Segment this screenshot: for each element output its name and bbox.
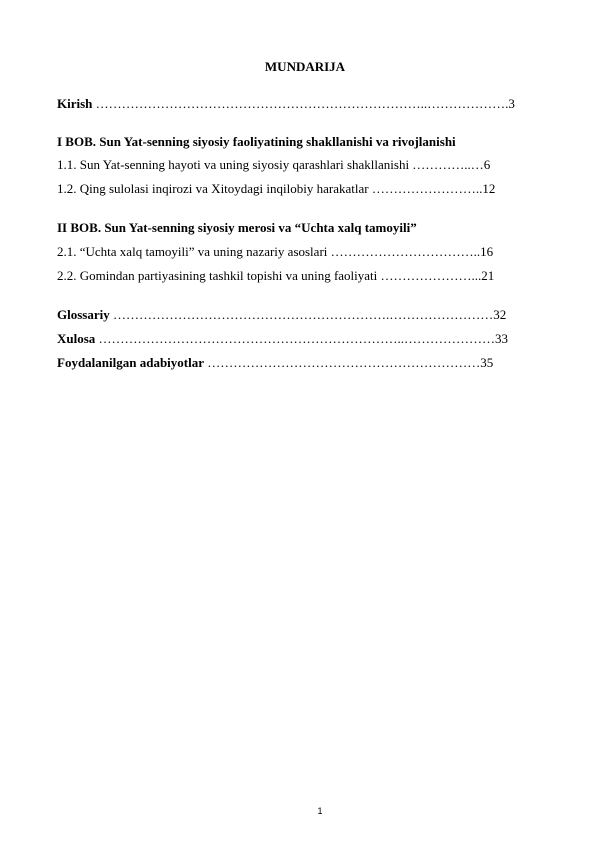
toc-section-1-1: 1.1. Sun Yat-senning hayoti va uning siyosiy qarashlari shakllanishi …………..…6 <box>57 157 491 172</box>
toc-entry-leader: ………………………………………………………35 <box>204 355 494 370</box>
toc-section-1-2: 1.2. Qing sulolasi inqirozi va Xitoydagi inqilobiy harakatlar ……………………..12 <box>57 181 496 196</box>
toc-entry-leader: …………………………………………………………………..……………….3 <box>92 96 515 111</box>
toc-entry-kirish <box>57 96 515 112</box>
page-title: MUNDARIJA <box>264 59 346 74</box>
toc-chapter-2-heading: II BOB. Sun Yat-senning siyosiy merosi va “Uchta xalq tamoyili” <box>57 220 417 235</box>
toc-section-2-1: 2.1. “Uchta xalq tamoyili” va uning nazariy asoslari ……………………………..16 <box>57 244 494 259</box>
toc-entry-adabiyotlar <box>57 355 493 371</box>
toc-entry-leader: ……………………………………………………………..…………………33 <box>95 331 509 346</box>
toc-entry-label: Glossariy <box>57 307 110 322</box>
toc-entry-leader: ……………………………………………………….……………………32 <box>109 307 507 322</box>
page-number: 1 <box>317 806 323 816</box>
toc-entry-xulosa <box>57 331 508 347</box>
toc-section-2-2: 2.2. Gomindan partiyasining tashkil topishi va uning faoliyati …………………...21 <box>57 268 495 283</box>
toc-entry-label: Foydalanilgan adabiyotlar <box>57 355 204 370</box>
toc-entry-label: Xulosa <box>57 331 96 346</box>
toc-chapter-1-heading: I BOB. Sun Yat-senning siyosiy faoliyatining shakllanishi va rivojlanishi <box>57 134 456 149</box>
toc-entry-glossariy <box>57 307 506 323</box>
toc-entry-label: Kirish <box>57 96 93 111</box>
